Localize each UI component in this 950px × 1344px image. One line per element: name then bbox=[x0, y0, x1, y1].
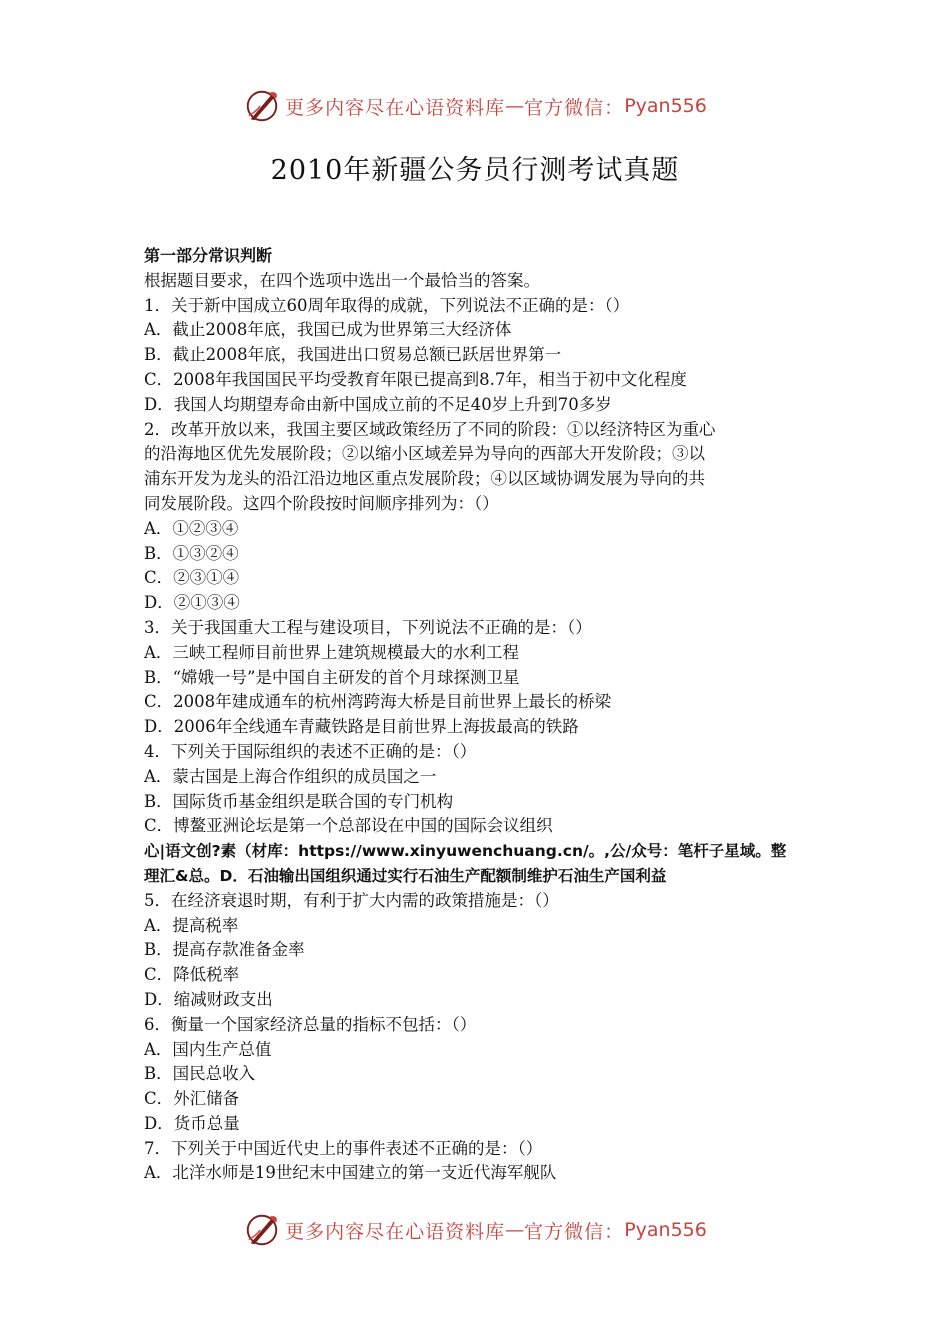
text-line: A．北洋水师是19世纪末中国建立的第一支近代海军舰队 bbox=[144, 1163, 557, 1183]
text-line: B．提高存款准备金率 bbox=[144, 940, 305, 960]
text-line: 同发展阶段。这四个阶段按时间顺序排列为：（） bbox=[144, 493, 499, 513]
banner-text: 更多内容尽在心语资料库 bbox=[285, 96, 506, 119]
text-line: 3．关于我国重大工程与建设项目，下列说法不正确的是：（） bbox=[144, 617, 592, 637]
text-line: A．①②③④ bbox=[144, 518, 239, 538]
text-line: B．截止2008年底，我国进出口贸易总额已跃居世界第一 bbox=[144, 345, 562, 365]
text-line: D．货币总量 bbox=[144, 1113, 240, 1133]
text-line: D．我国人均期望寿命由新中国成立前的不足40岁上升到70多岁 bbox=[144, 394, 612, 414]
text-line: C．②③①④ bbox=[144, 568, 240, 588]
text-line: 2．改革开放以来，我国主要区域政策经历了不同的阶段：①以经济特区为重心 bbox=[144, 419, 716, 439]
footer-banner bbox=[0, 1208, 950, 1252]
text-line: D．2006年全线通车青藏铁路是目前世界上海拔最高的铁路 bbox=[144, 717, 579, 737]
section-heading: 第一部分常识判断 bbox=[144, 246, 273, 265]
text-line: C．博鳌亚洲论坛是第一个总部设在中国的国际会议组织 bbox=[144, 816, 553, 836]
text-line: 的沿海地区优先发展阶段；②以缩小区域差异为导向的西部大开发阶段；③以 bbox=[144, 444, 705, 464]
text-line: 4．下列关于国际组织的表述不正确的是：（） bbox=[144, 741, 477, 761]
text-line: C．2008年建成通车的杭州湾跨海大桥是目前世界上最长的桥梁 bbox=[144, 692, 612, 712]
promo-line: 心|语文创?素（材库：https://www.xinyuwenchuang.cn/。,公/众号：笔杆子星域。整 bbox=[144, 842, 787, 861]
text-line: B．国民总收入 bbox=[144, 1064, 256, 1084]
banner-wechat-label: 官方微信： bbox=[524, 96, 625, 119]
document-body bbox=[144, 244, 809, 1186]
text-line: B．①③②④ bbox=[144, 543, 239, 563]
text-line: A．蒙古国是上海合作组织的成员国之一 bbox=[144, 766, 437, 786]
text-line: B．“嫦娥一号”是中国自主研发的首个月球探测卫星 bbox=[144, 667, 520, 687]
text-line: C．降低税率 bbox=[144, 965, 240, 985]
text-line: 5．在经济衰退时期，有利于扩大内需的政策措施是：（） bbox=[144, 890, 559, 910]
text-line: A．截止2008年底，我国已成为世界第三大经济体 bbox=[144, 320, 512, 340]
text-line: 6．衡量一个国家经济总量的指标不包括：（） bbox=[144, 1014, 477, 1034]
question-block-1 bbox=[144, 294, 809, 840]
banner-separator: — bbox=[505, 1219, 525, 1241]
text-line: 1．关于新中国成立60周年取得的成就，下列说法不正确的是：（） bbox=[144, 295, 630, 315]
question-block-2 bbox=[144, 889, 809, 1187]
page-title: 2010年新疆公务员行测考试真题 bbox=[270, 155, 680, 186]
text-line: C．2008年我国国民平均受教育年限已提高到8.7年，相当于初中文化程度 bbox=[144, 369, 687, 389]
quill-logo-icon bbox=[243, 87, 281, 125]
text-line: D．②①③④ bbox=[144, 593, 240, 613]
banner-text: 更多内容尽在心语资料库 bbox=[285, 1220, 506, 1243]
quill-logo-icon bbox=[243, 1211, 281, 1249]
text-line: A．国内生产总值 bbox=[144, 1039, 272, 1059]
text-line: 7．下列关于中国近代史上的事件表述不正确的是：（） bbox=[144, 1138, 543, 1158]
banner-wechat-id: Pyan556 bbox=[624, 95, 707, 117]
text-line: 浦东开发为龙头的沿江沿边地区重点发展阶段；④以区域协调发展为导向的共 bbox=[144, 469, 705, 489]
header-banner bbox=[0, 84, 950, 128]
text-line: D．缩减财政支出 bbox=[144, 989, 273, 1009]
promo-text bbox=[144, 839, 809, 889]
text-line: A．三峡工程师目前世界上建筑规模最大的水利工程 bbox=[144, 642, 519, 662]
promo-line: 理汇&总。D．石油输出国组织通过实行石油生产配额制维护石油生产国利益 bbox=[144, 866, 667, 885]
section-instruction: 根据题目要求，在四个选项中选出一个最恰当的答案。 bbox=[144, 270, 540, 290]
text-line: B．国际货币基金组织是联合国的专门机构 bbox=[144, 791, 454, 811]
banner-separator: — bbox=[505, 95, 525, 117]
text-line: A．提高税率 bbox=[144, 915, 239, 935]
banner-wechat-label: 官方微信： bbox=[524, 1220, 625, 1243]
banner-wechat-id: Pyan556 bbox=[624, 1219, 707, 1241]
text-line: C．外汇储备 bbox=[144, 1089, 240, 1109]
